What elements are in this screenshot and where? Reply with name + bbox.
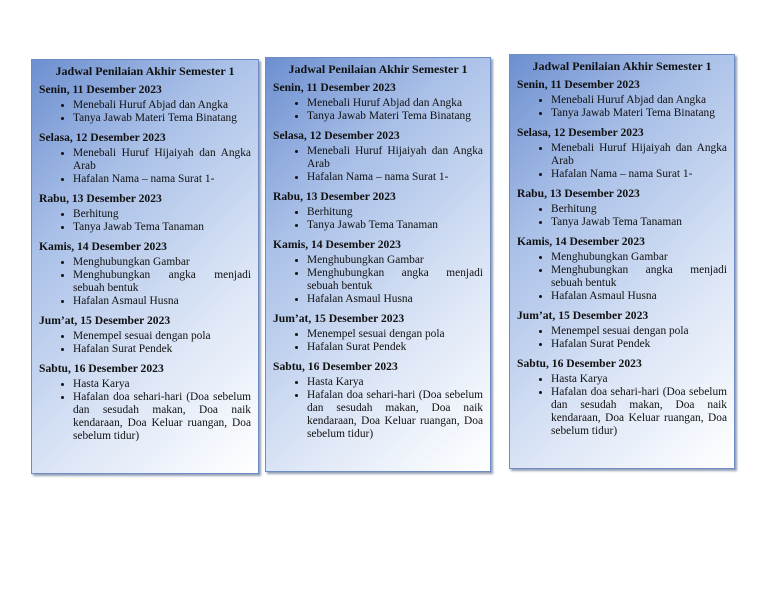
day-heading: Kamis, 14 Desember 2023 (517, 235, 645, 248)
item-list (517, 373, 727, 438)
list-item: • Menebali Huruf Abjad dan Angka (73, 99, 251, 112)
list-item: • Hafalan Asmaul Husna (307, 293, 483, 306)
list-item: • Hafalan doa sehari-hari (Doa sebelum dan sesudah makan, Doa naik kendaraan, Doa Keluar ruangan, Doa sebelum tidur) (73, 391, 251, 443)
list-item: • Menebali Huruf Hijaiyah dan Angka Arab (73, 147, 251, 173)
schedule-card-1 (31, 59, 259, 474)
day-heading: Jum’at, 15 Desember 2023 (273, 312, 405, 325)
day-heading: Jum’at, 15 Desember 2023 (39, 314, 171, 327)
list-item: • Hafalan Surat Pendek (73, 343, 251, 356)
day-heading: Selasa, 12 Desember 2023 (517, 126, 644, 139)
day-heading: Sabtu, 16 Desember 2023 (273, 360, 398, 373)
day-heading: Kamis, 14 Desember 2023 (39, 240, 167, 253)
day-heading: Selasa, 12 Desember 2023 (273, 129, 400, 142)
list-item: • Tanya Jawab Tema Tanaman (307, 219, 483, 232)
list-item: • Hafalan Nama – nama Surat 1- (73, 173, 251, 186)
list-item: • Menghubungkan Gambar (307, 254, 483, 267)
day-heading: Senin, 11 Desember 2023 (39, 83, 162, 96)
schedule-card-3 (509, 54, 735, 469)
item-list (273, 376, 483, 441)
list-item: • Menebali Huruf Hijaiyah dan Angka Arab (307, 145, 483, 171)
day-heading: Kamis, 14 Desember 2023 (273, 238, 401, 251)
schedule-card-2 (265, 57, 491, 472)
item-list (39, 330, 251, 356)
list-item: • Menebali Huruf Abjad dan Angka (551, 94, 727, 107)
list-item: • Menghubungkan angka menjadi sebuah bentuk (551, 264, 727, 290)
list-item: • Berhitung (551, 203, 727, 216)
day-heading: Selasa, 12 Desember 2023 (39, 131, 166, 144)
list-item: • Tanya Jawab Tema Tanaman (73, 221, 251, 234)
list-item: • Menghubungkan Gambar (73, 256, 251, 269)
item-list (517, 142, 727, 181)
list-item: • Tanya Jawab Tema Tanaman (551, 216, 727, 229)
day-heading: Senin, 11 Desember 2023 (517, 78, 640, 91)
list-item: • Menghubungkan Gambar (551, 251, 727, 264)
list-item: • Menebali Huruf Hijaiyah dan Angka Arab (551, 142, 727, 168)
item-list (273, 145, 483, 184)
item-list (517, 325, 727, 351)
list-item: • Hafalan Nama – nama Surat 1- (551, 168, 727, 181)
list-item: • Hafalan Nama – nama Surat 1- (307, 171, 483, 184)
item-list (517, 94, 727, 120)
list-item: • Hafalan doa sehari-hari (Doa sebelum dan sesudah makan, Doa naik kendaraan, Doa Keluar ruangan, Doa sebelum tidur) (307, 389, 483, 441)
list-item: • Menempel sesuai dengan pola (551, 325, 727, 338)
item-list (273, 206, 483, 232)
item-list (39, 256, 251, 308)
list-item: • Menempel sesuai dengan pola (73, 330, 251, 343)
list-item: • Hasta Karya (307, 376, 483, 389)
list-item: • Berhitung (307, 206, 483, 219)
list-item: • Menghubungkan angka menjadi sebuah bentuk (307, 267, 483, 293)
list-item: • Tanya Jawab Materi Tema Binatang (307, 110, 483, 123)
item-list (517, 251, 727, 303)
list-item: • Menempel sesuai dengan pola (307, 328, 483, 341)
item-list (39, 99, 251, 125)
item-list (517, 203, 727, 229)
item-list (273, 97, 483, 123)
list-item: • Hafalan Asmaul Husna (73, 295, 251, 308)
day-heading: Sabtu, 16 Desember 2023 (517, 357, 642, 370)
item-list (273, 328, 483, 354)
card-title: Jadwal Penilaian Akhir Semester 1 (55, 64, 235, 78)
list-item: • Menebali Huruf Abjad dan Angka (307, 97, 483, 110)
list-item: • Berhitung (73, 208, 251, 221)
list-item: • Tanya Jawab Materi Tema Binatang (73, 112, 251, 125)
day-heading: Sabtu, 16 Desember 2023 (39, 362, 164, 375)
day-heading: Rabu, 13 Desember 2023 (39, 192, 162, 205)
card-title: Jadwal Penilaian Akhir Semester 1 (288, 62, 468, 76)
item-list (273, 254, 483, 306)
item-list (39, 147, 251, 186)
day-heading: Rabu, 13 Desember 2023 (273, 190, 396, 203)
list-item: • Hafalan Asmaul Husna (551, 290, 727, 303)
item-list (39, 208, 251, 234)
list-item: • Tanya Jawab Materi Tema Binatang (551, 107, 727, 120)
item-list (39, 378, 251, 443)
day-heading: Jum’at, 15 Desember 2023 (517, 309, 649, 322)
list-item: • Hasta Karya (551, 373, 727, 386)
card-title: Jadwal Penilaian Akhir Semester 1 (532, 59, 712, 73)
list-item: • Hasta Karya (73, 378, 251, 391)
list-item: • Hafalan doa sehari-hari (Doa sebelum dan sesudah makan, Doa naik kendaraan, Doa Keluar ruangan, Doa sebelum tidur) (551, 386, 727, 438)
day-heading: Senin, 11 Desember 2023 (273, 81, 396, 94)
list-item: • Hafalan Surat Pendek (551, 338, 727, 351)
list-item: • Hafalan Surat Pendek (307, 341, 483, 354)
list-item: • Menghubungkan angka menjadi sebuah bentuk (73, 269, 251, 295)
day-heading: Rabu, 13 Desember 2023 (517, 187, 640, 200)
